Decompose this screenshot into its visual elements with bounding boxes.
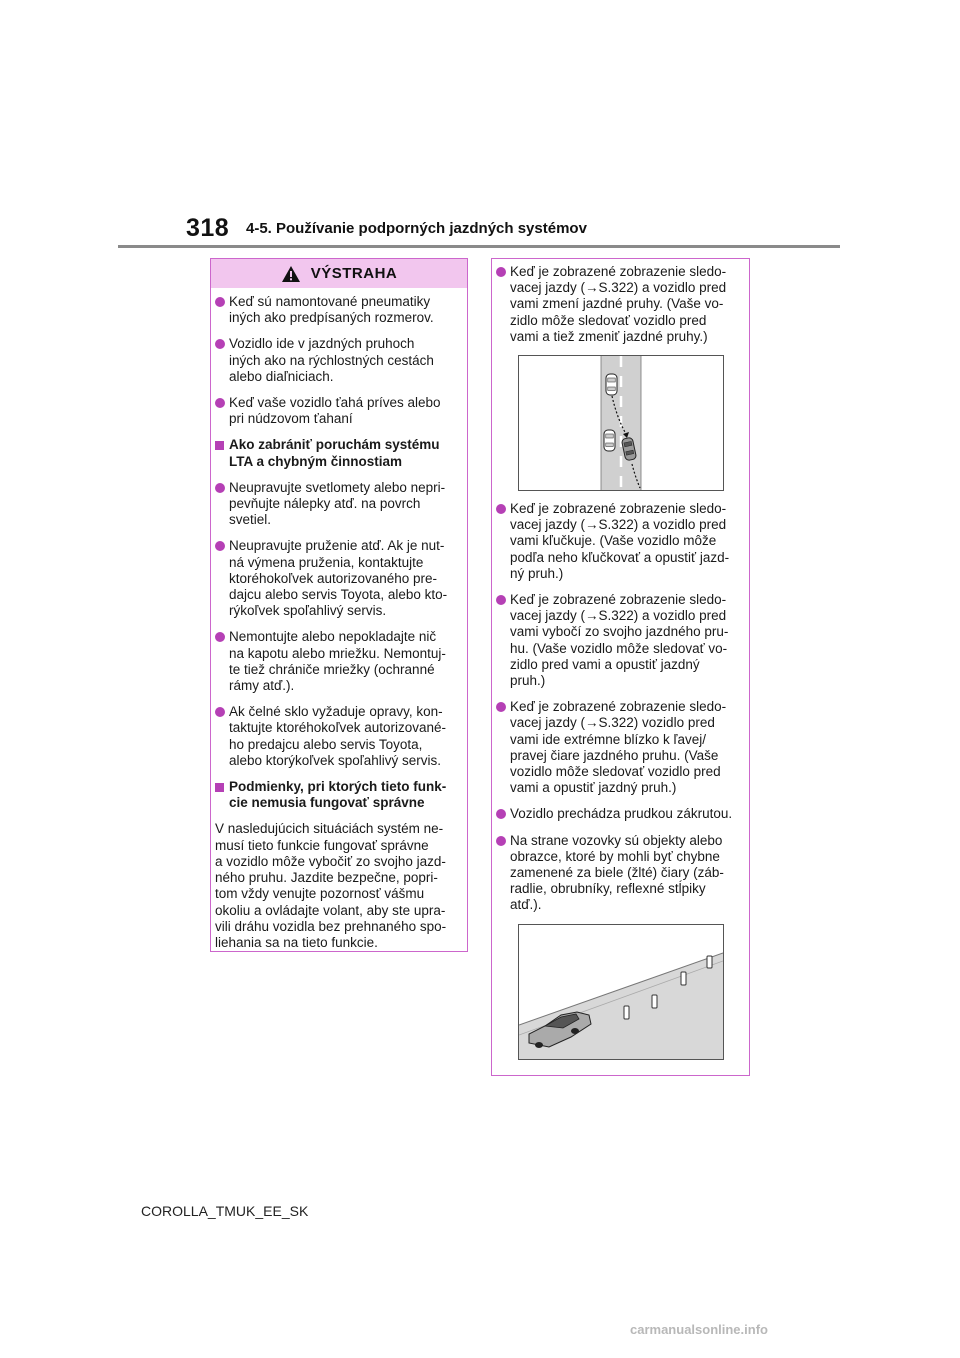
subheading-conditions: Podmienky, pri ktorých tieto funk- cie nemusia fungovať správne bbox=[215, 779, 463, 811]
square-bullet-icon bbox=[215, 783, 224, 792]
car-top-view-icon bbox=[606, 374, 617, 395]
list-item-text: Keď je zobrazené zobrazenie sledo- vacej jazdy (→S.322) a vozidlo pred vami vybočí zo svojho jazdného pru- hu. (Vaše vozidlo môže sledovať vo- zidlo pred vami a opustiť jazdný pruh.) bbox=[510, 592, 729, 689]
header-divider bbox=[118, 245, 840, 248]
list-item bbox=[215, 629, 463, 694]
list-item-text: Vozidlo prechádza prudkou zákrutou. bbox=[510, 806, 733, 822]
section-title: 4-5. Používanie podporných jazdných systémov bbox=[246, 220, 587, 237]
bullet-icon bbox=[496, 504, 506, 514]
bullet-icon bbox=[215, 707, 225, 717]
list-item-text: Neupravujte svetlomety alebo nepri- pevňujte nálepky atď. na povrch svetiel. bbox=[229, 479, 446, 528]
document-id: COROLLA_TMUK_EE_SK bbox=[141, 1203, 309, 1219]
page-header bbox=[0, 0, 960, 250]
list-item bbox=[496, 833, 745, 914]
bullet-icon bbox=[496, 809, 506, 819]
list-item bbox=[215, 294, 463, 326]
bullet-icon bbox=[215, 541, 225, 551]
list-item bbox=[215, 395, 463, 427]
list-item bbox=[215, 336, 463, 385]
list-item-text: Nemontujte alebo nepokladajte nič na kapotu alebo mriežku. Nemontuj- te tiež chrániče mriežky (ochranné rámy atď.). bbox=[229, 629, 446, 694]
bullet-icon bbox=[496, 702, 506, 712]
list-item-text: Vozidlo ide v jazdných pruhoch iných ako na rýchlostných cestách alebo diaľniciach. bbox=[229, 336, 434, 384]
list-item bbox=[496, 264, 745, 345]
list-item-text: Keď je zobrazené zobrazenie sledo- vacej jazdy (→S.322) a vozidlo pred vami kľučkuje. (Vaše vozidlo môže podľa neho kľučkovať a opustiť jazd- ný pruh.) bbox=[510, 501, 730, 581]
bullet-icon bbox=[496, 595, 506, 605]
list-item-text: Keď vaše vozidlo ťahá príves alebo pri núdzovom ťahaní bbox=[229, 395, 441, 427]
warning-box-continued bbox=[491, 258, 750, 1076]
warning-title: VÝSTRAHA bbox=[310, 265, 398, 282]
bullet-icon bbox=[215, 483, 225, 493]
list-item-text: Ak čelné sklo vyžaduje opravy, kon- taktujte ktoréhokoľvek autorizované- ho predajcu alebo servis Toyota, alebo ktorýkoľvek spoľahlivý servis. bbox=[229, 704, 447, 768]
bullet-icon bbox=[215, 632, 225, 642]
square-bullet-icon bbox=[215, 441, 224, 450]
warning-box bbox=[210, 258, 468, 952]
list-item-text: Keď sú namontované pneumatiky iných ako predpísaných rozmerov. bbox=[229, 294, 434, 326]
lane-change-illustration bbox=[518, 355, 724, 491]
list-item bbox=[215, 480, 463, 529]
warning-body bbox=[211, 288, 467, 951]
warning-triangle-icon bbox=[281, 265, 301, 283]
bullet-icon bbox=[496, 836, 506, 846]
list-item-text: Keď je zobrazené zobrazenie sledo- vacej jazdy (→S.322) vozidlo pred vami ide extrémne blízko k ľavej/ pravej čiare jazdného pruhu. (Vaše vozidlo môže sledovať vozidlo pred vami a opustiť jazdný pruh.) bbox=[510, 699, 727, 796]
list-item bbox=[215, 538, 463, 619]
watermark: carmanualsonline.info bbox=[630, 1322, 768, 1337]
list-item bbox=[496, 501, 745, 582]
bullet-icon bbox=[215, 339, 225, 349]
list-item-text: Keď je zobrazené zobrazenie sledo- vacej jazdy (→S.322) a vozidlo pred vami zmení jazdné pruhy. (Vaše vo- zidlo môže sledovať vozidlo pred vami a tiež zmeniť jazdné pruhy.) bbox=[510, 264, 727, 344]
list-item bbox=[496, 699, 745, 796]
roadside-objects-illustration bbox=[518, 924, 724, 1060]
list-item-text: Neupravujte pruženie atď. Ak je nut- ná výmena pruženia, kontaktujte ktoréhokoľvek autorizovaného pre- dajcu alebo servis Toyota, alebo kto- rýkoľvek spoľahlivý servis. bbox=[229, 538, 448, 619]
warning-header bbox=[211, 259, 467, 288]
subheading-prevent-malfunction: Ako zabrániť poruchám systému LTA a chybným činnostiam bbox=[215, 437, 463, 469]
car-top-view-icon bbox=[604, 430, 615, 451]
page-number: 318 bbox=[186, 214, 230, 242]
conditions-paragraph: V nasledujúcich situáciách systém ne- musí tieto funkcie fungovať správne a vozidlo môže vybočiť zo svojho jazd- ného pruhu. Jazdite bezpečne, popri- tom vždy venujte pozornosť vášmu okoliu a ovládajte volant, aby ste upra- vili dráhu vozidla bez prehnaného spo- liehania sa na tieto funkcie. bbox=[215, 821, 447, 950]
list-item bbox=[496, 592, 745, 689]
bullet-icon bbox=[215, 398, 225, 408]
list-item-text: Na strane vozovky sú objekty alebo obrazce, ktoré by mohli byť chybne zamenené za biele (žlté) čiary (záb- radlie, obrubníky, reflexné stĺpiky atď.). bbox=[510, 832, 724, 913]
bullet-icon bbox=[496, 267, 506, 277]
bullet-icon bbox=[215, 297, 225, 307]
list-item bbox=[215, 704, 463, 769]
continued-body bbox=[492, 259, 749, 1060]
list-item bbox=[496, 806, 745, 822]
